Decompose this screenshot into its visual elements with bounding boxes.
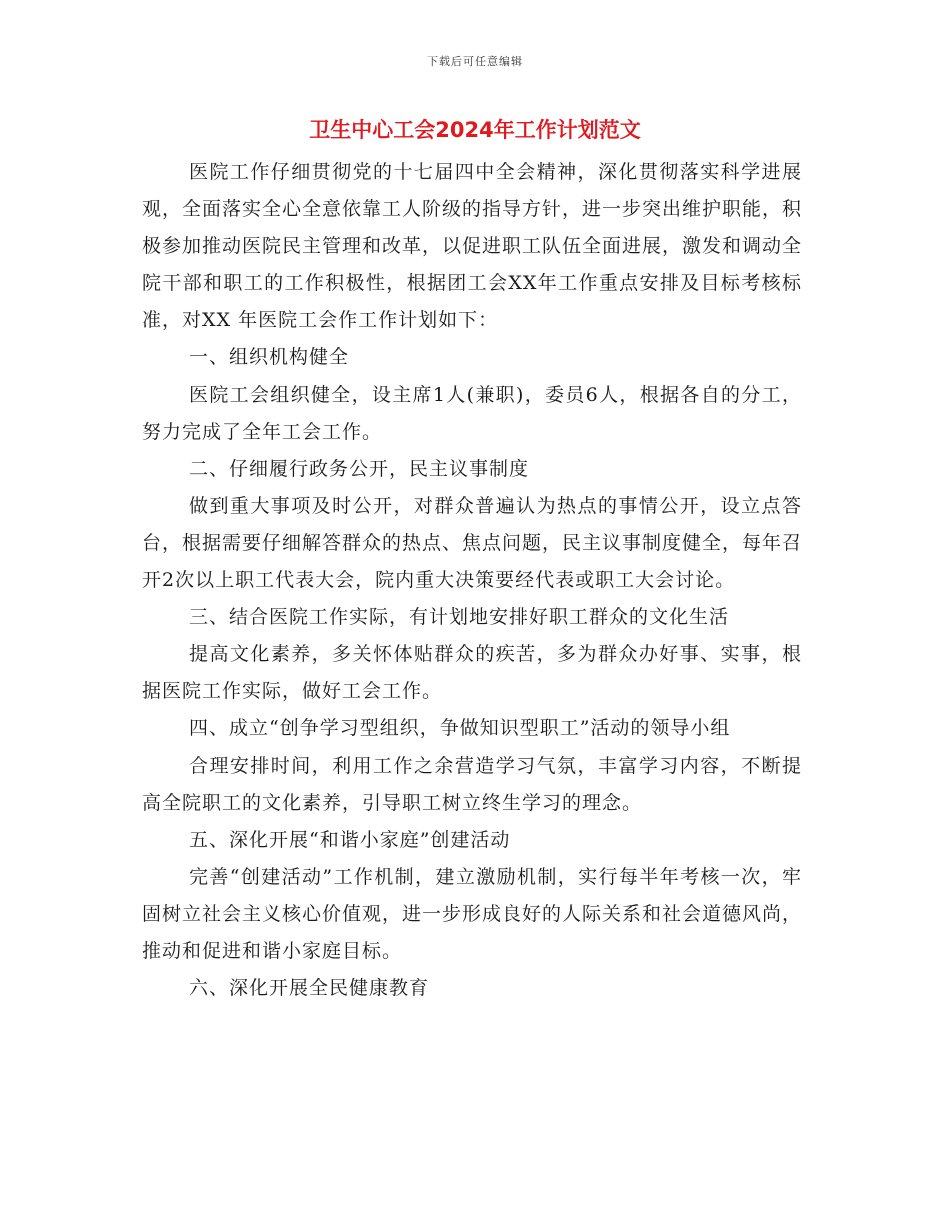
section-heading-5: 五、深化开展“和谐小家庭”创建活动 xyxy=(189,828,511,851)
section-paragraph-2: 做到重大事项及时公开，对群众普遍认为热点的事情公开，设立点答台，根据需要仔细解答群众的热点、焦点问题，民主议事制度健全，每年召开2次以上职工代表大会，院内重大决策要经代表或职工大会讨论。 xyxy=(142,494,803,592)
section-heading-2: 二、仔细履行政务公开，民主议事制度 xyxy=(189,457,530,480)
document-title: 卫生中心工会2024年工作计划范文 xyxy=(309,118,641,142)
header-note: 下载后可任意编辑 xyxy=(427,55,523,68)
section-heading-6: 六、深化开展全民健康教育 xyxy=(189,977,430,1000)
section-heading-1: 一、组织机构健全 xyxy=(189,346,350,369)
section-paragraph-4: 合理安排时间，利用工作之余营造学习气氛，丰富学习内容，不断提高全院职工的文化素养，引导职工树立终生学习的理念。 xyxy=(142,754,802,814)
section-heading-3: 三、结合医院工作实际，有计划地安排好职工群众的文化生活 xyxy=(189,606,730,629)
section-heading-4: 四、成立“创争学习型组织，争做知识型职工”活动的领导小组 xyxy=(189,717,731,740)
section-paragraph-3: 提高文化素养，多关怀体贴群众的疾苦，多为群众办好事、实事，根据医院工作实际，做好工会工作。 xyxy=(142,643,802,703)
section-paragraph-1: 医院工会组织健全，设主席1人(兼职)，委员6人，根据各自的分工，努力完成了全年工会工作。 xyxy=(142,383,802,443)
document-body xyxy=(142,154,802,1007)
section-paragraph-5: 完善“创建活动”工作机制，建立激励机制，实行每半年考核一次，牢固树立社会主义核心价值观，进一步形成良好的人际关系和社会道德风尚，推动和促进和谐小家庭目标。 xyxy=(142,865,803,962)
intro-paragraph: 医院工作仔细贯彻党的十七届四中全会精神，深化贯彻落实科学进展观，全面落实全心全意依靠工人阶级的指导方针，进一步突出维护职能，积极参加推动医院民主管理和改革，以促进职工队伍全面进展，激发和调动全院干部和职工的工作积极性，根据团工会XX年工作重点安排及目标考核标准，对XX 年医院工会作工作计划如下： xyxy=(142,161,803,332)
